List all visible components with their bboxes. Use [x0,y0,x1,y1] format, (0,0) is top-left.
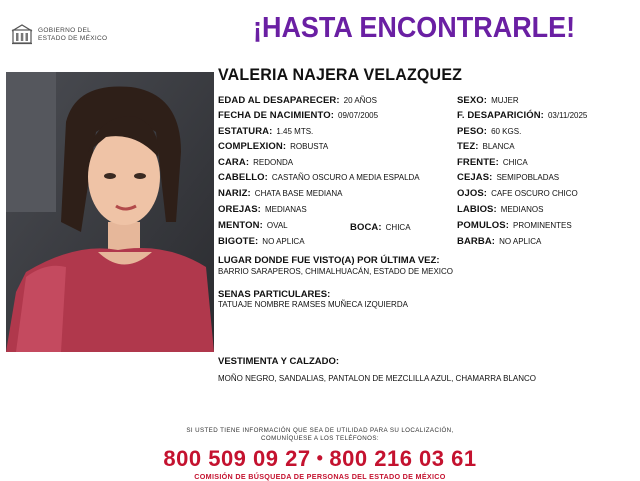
field-fecha-desaparicion [457,111,587,121]
field-label: ESTATURA: [218,126,273,137]
contact-note-line1: SI USTED TIENE INFORMACIÓN QUE SEA DE UTILIDAD PARA SU LOCALIZACIÓN, [186,427,454,434]
gov-logo-line1: GOBIERNO DEL [38,27,92,34]
field-value: 03/11/2025 [547,111,588,120]
field-label: PESO: [457,126,488,137]
field-label: FECHA DE NACIMIENTO: [218,110,334,121]
field-labios [457,205,543,215]
field-label: EDAD AL DESAPARECER: [218,95,340,106]
phone-2[interactable]: 800 216 03 61 [329,446,477,471]
state-seal-icon [10,22,34,46]
field-sexo [457,96,519,106]
field-value: CHICA [385,223,411,232]
field-value: PROMINENTES [513,221,572,230]
field-cejas [457,173,559,183]
field-label: TEZ: [457,141,479,152]
field-value: NO APLICA [499,237,542,246]
field-label: BIGOTE: [218,236,259,247]
field-label: BOCA: [350,222,382,233]
field-label: NARIZ: [218,188,251,199]
field-menton [218,221,288,231]
field-pomulos [457,221,572,231]
field-label: F. DESAPARICIÓN: [457,110,544,121]
field-label: COMPLEXION: [218,141,287,152]
gov-logo-line2: ESTADO DE MÉXICO [38,35,108,42]
field-value: REDONDA [253,158,294,167]
last-seen-value: BARRIO SARAPEROS, CHIMALHUACÁN, ESTADO DE MEXICO [218,267,454,276]
field-value: MEDIANOS [500,205,544,214]
field-label: BARBA: [457,236,496,247]
phone-1[interactable]: 800 509 09 27 [163,446,311,471]
field-value: CHATA BASE MEDIANA [254,189,343,198]
field-value: BLANCA [482,142,515,151]
field-label: OJOS: [457,188,488,199]
field-cabello [218,173,420,183]
field-value: CHICA [502,158,528,167]
government-logo [10,22,120,46]
field-label: POMULOS: [457,220,509,231]
phone-numbers [0,446,640,472]
field-label: CARA: [218,157,250,168]
field-frente [457,158,528,168]
clothing-label: VESTIMENTA Y CALZADO: [218,356,340,367]
marks-value: TATUAJE NOMBRE RAMSES MUÑECA IZQUIERDA [218,300,408,309]
field-value: ROBUSTA [290,142,329,151]
field-value: 20 AÑOS [343,96,377,105]
field-cara [218,158,293,168]
field-nariz [218,189,343,199]
field-label: LABIOS: [457,204,497,215]
field-value: 60 KGS. [491,127,522,136]
field-value: CASTAÑO OSCURO A MEDIA ESPALDA [271,173,420,182]
field-value: 1.45 MTS. [276,127,314,136]
person-name: VALERIA NAJERA VELAZQUEZ [218,66,463,84]
field-value: MEDIANAS [264,205,307,214]
field-complexion [218,142,328,152]
missing-person-photo [6,72,214,352]
field-value: 09/07/2005 [338,111,379,120]
field-label: CABELLO: [218,172,268,183]
contact-note-line2: COMUNÍQUESE A LOS TELÉFONOS: [260,435,380,442]
field-fecha-nacimiento [218,111,378,121]
last-seen-label: LUGAR DONDE FUE VISTO(A) POR ÚLTIMA VEZ: [218,255,440,266]
field-ojos [457,189,578,199]
field-value: SEMIPOBLADAS [496,173,560,182]
headline: ¡HASTA ENCONTRARLE! [253,12,576,44]
field-value: CAFE OSCURO CHICO [491,189,578,198]
field-edad [218,96,377,106]
field-label: FRENTE: [457,157,499,168]
marks-label: SENAS PARTICULARES: [218,289,331,300]
field-label: OREJAS: [218,204,261,215]
field-peso [457,127,521,137]
field-barba [457,237,541,247]
field-label: MENTON: [218,220,263,231]
field-value: MUJER [491,96,519,105]
field-label: SEXO: [457,95,488,106]
portrait-photo [6,72,214,352]
field-value: NO APLICA [262,237,305,246]
field-value: OVAL [266,221,288,230]
field-bigote [218,237,305,247]
phone-separator: • [316,448,324,468]
field-orejas [218,205,307,215]
field-estatura [218,127,313,137]
commission-name: COMISIÓN DE BÚSQUEDA DE PERSONAS DEL ESTADO DE MÉXICO [194,472,446,481]
field-label: CEJAS: [457,172,493,183]
clothing-value: MOÑO NEGRO, SANDALIAS, PANTALON DE MEZCLILLA AZUL, CHAMARRA BLANCO [218,374,536,383]
field-boca [350,223,411,233]
field-tez [457,142,515,152]
